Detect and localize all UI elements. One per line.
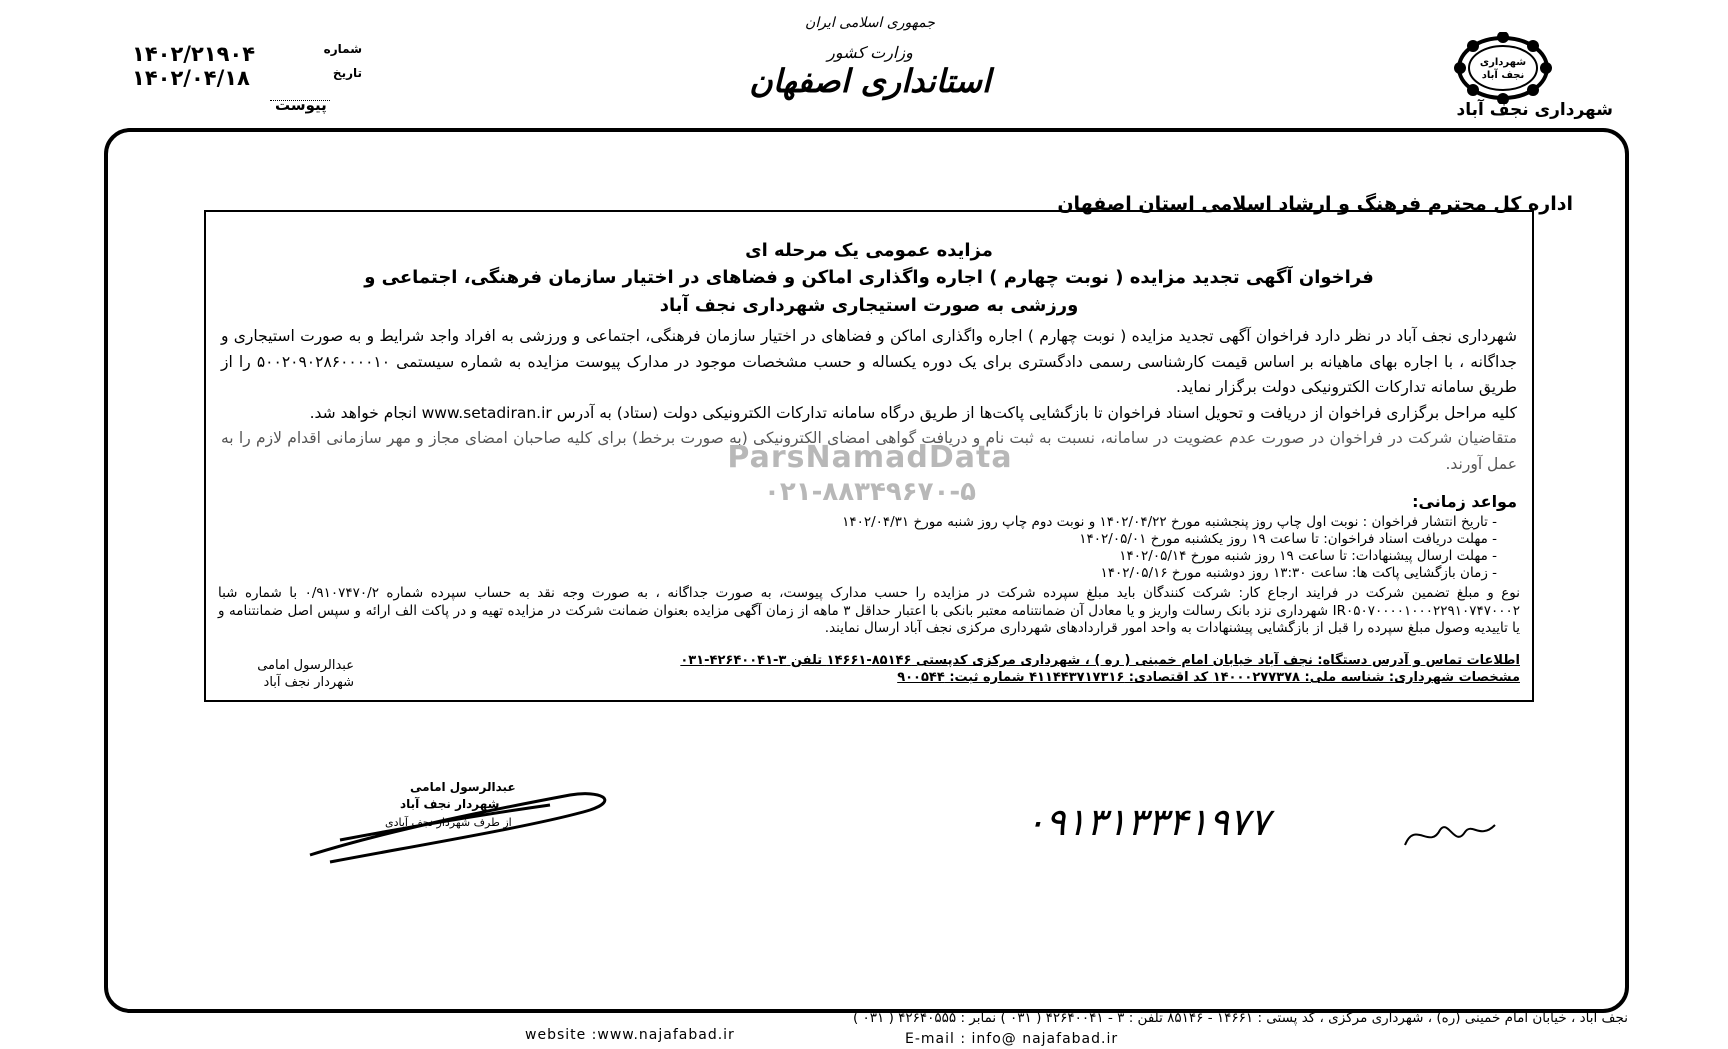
footer-website: website :www.najafabad.ir [525, 1027, 735, 1043]
letter-meta [132, 42, 362, 90]
signature-on-behalf: از طرف شهردار نجف آبادی [385, 816, 512, 829]
date-row [132, 66, 362, 90]
gov-office: استانداری اصفهان [749, 62, 991, 100]
watermark [620, 440, 1120, 507]
notice-paragraph-1: شهرداری نجف آباد در نظر دارد فراخوان آگهی تجدید مزایده ( نوبت چهارم ) اجاره واگذاری اماکن و فضاهای در اختیار سازمان فرهنگی، اجتماعی و ورزشی به افراد واجد شرایط و به صورت استیجاری و جداگانه ، با اجاره بهای ماهیانه بر اساس قیمت کارشناسی رسمی دادگستری برای یک دوره یکساله و حسب مشخصات موجود در مدارک پیوست مزایده به شماره سیستمی ۵۰۰۲۰۹۰۲۸۶۰۰۰۰۱۰ را از طریق سامانه تدارکات الکترونیکی دولت برگزار نماید. [221, 327, 1518, 396]
letter-date: ۱۴۰۲/۰۴/۱۸ [132, 66, 250, 90]
gov-ministry: وزارت کشور [827, 43, 913, 62]
guarantee-paragraph [218, 585, 1520, 638]
watermark-phone: ۰۲۱-۸۸۳۴۹۶۷۰-۵ [763, 477, 976, 507]
signature-title: شهردار نجف آباد [400, 797, 500, 811]
contact-info [218, 652, 1520, 686]
notice-paragraph-2: کلیه مراحل برگزاری فراخوان از دریافت و تحویل اسناد فراخوان تا بازگشایی پاکت‌ها از طریق درگاه سامانه تدارکات الکترونیکی دولت (ستاد) به آدرس www.setadiran.ir انجام خواهد شد. [309, 403, 1517, 422]
notice-heading-line-2: ورزشی به صورت استیجاری شهرداری نجف آباد [659, 295, 1079, 316]
municipality-seal-logo [1448, 32, 1558, 104]
number-row [132, 42, 362, 66]
watermark-site: ParsNamadData [727, 440, 1013, 475]
notice-signer [214, 657, 354, 691]
date-label: تاریخ [332, 66, 362, 80]
handwritten-initials [1400, 810, 1500, 860]
footer-address: نجف آباد ، خیابان امام خمینی (ره) ، شهرداری مرکزی ، کد پستی : ۱۴۶۶۱ - ۸۵۱۴۶ تلفن : ۳ - ۴۲۶۴۰۰۴۱ ( ۰۳۱ ) نمابر : ۴۲۶۴۰۵۵۵ ( ۰۳۱ ) [852, 1010, 1628, 1026]
deadlines-title: مواعد زمانی: [1412, 492, 1517, 511]
contact-line-2: مشخصات شهرداری: شناسه ملی: ۱۴۰۰۰۲۷۷۳۷۸ کد اقتصادی: ۴۱۱۴۴۳۷۱۷۳۱۶ شماره ثبت: ۹۰۰۵۴۴ [897, 670, 1520, 685]
signer-title: شهردار نجف آباد [263, 675, 354, 690]
contact-line-1: اطلاعات تماس و آدرس دستگاه: نجف آباد خیابان امام خمینی ( ره ) ، شهرداری مرکزی کدپستی ۸۵۱۴۶-۱۴۶۶۱ تلفن ۳-۴۲۶۴۰۰۴۱-۰۳۱ [680, 653, 1520, 668]
notice-paragraph-3: متقاضیان شرکت در فراخوان در صورت عدم عضویت در سامانه، نسبت به ثبت نام و دریافت گواهی امضای الکترونیکی (به صورت برخط) برای کلیه صاحبان امضای مجاز و مهر سازمانی اقدام لازم را به عمل آورند. [221, 429, 1517, 473]
guarantee-text: نوع و مبلغ تضمین شرکت در فرایند ارجاع کار: شرکت کنندگان باید مبلغ سپرده شرکت در مزایده را حسب مدارک پیوست، به صورت جداگانه ، به صورت وجه نقد به حساب سپرده شماره ۰/۹۱۰۷۴۷۰/۲ با شماره شبا IR۰۵۰۷۰۰۰۰۱۰۰۰۲۲۹۱۰۷۴۷۰۰۰۲ شهرداری نزد بانک رسالت واریز و یا معادل آن ضمانتنامه معتبر بانکی با اعتبار حداقل ۳ ماهه از زمان آگهی مزایده بعنوان ضمانت شرکت در مزایده تهیه و در پاکت الف ارائه و سپس اصل ضمانتنامه و یا تاییدیه وصول مبلغ سپرده را قبل از بازگشایی پیشنهادات به واحد امور قراردادهای شهرداری مرکزی نجف آباد ارسال نمایند. [218, 585, 1520, 636]
deadlines-list [317, 514, 1497, 582]
deadline-item: - مهلت دریافت اسناد فراخوان: تا ساعت ۱۹ روز یکشنبه مورخ ۱۴۰۲/۰۵/۰۱ [1079, 531, 1497, 547]
notice-heading [221, 264, 1517, 320]
attachment-label: پیوست [275, 96, 327, 114]
seal-text-2: نجف آباد [1481, 70, 1525, 81]
footer-email: E-mail : info@ najafabad.ir [905, 1031, 1119, 1047]
letter-number: ۱۴۰۲/۲۱۹۰۴ [132, 42, 256, 66]
signature-name: عبدالرسول امامی [410, 780, 516, 794]
notice-title: مزایده عمومی یک مرحله ای [745, 240, 993, 261]
deadline-item: - تاریخ انتشار فراخوان : نوبت اول چاپ روز پنجشنبه مورخ ۱۴۰۲/۰۴/۲۲ و نوبت دوم چاپ روز شنبه مورخ ۱۴۰۲/۰۴/۳۱ [842, 514, 1497, 530]
municipality-name: شهرداری نجف آباد [1456, 100, 1613, 120]
signer-name: عبدالرسول امامی [257, 658, 354, 673]
seal-text-1: شهرداری [1479, 57, 1527, 68]
recipient: اداره کل محترم فرهنگ و ارشاد اسلامی استان اصفهان [1057, 193, 1573, 215]
gov-republic: جمهوری اسلامی ایران [805, 15, 935, 31]
number-label: شماره [323, 42, 362, 56]
handwritten-number: ۰۹۱۳۱۳۳۴۱۹۷۷ [1025, 800, 1270, 844]
deadline-item: - مهلت ارسال پیشنهادات: تا ساعت ۱۹ روز شنبه مورخ ۱۴۰۲/۰۵/۱۴ [1119, 548, 1497, 564]
government-header [700, 15, 1040, 100]
deadline-item: - زمان بازگشایی پاکت ها: ساعت ۱۳:۳۰ روز دوشنبه مورخ ۱۴۰۲/۰۵/۱۶ [1100, 565, 1497, 581]
notice-heading-line-1: فراخوان آگهی تجدید مزایده ( نوبت چهارم ) اجاره واگذاری اماکن و فضاهای در اختیار سازمان فرهنگی، اجتماعی و [364, 267, 1374, 288]
